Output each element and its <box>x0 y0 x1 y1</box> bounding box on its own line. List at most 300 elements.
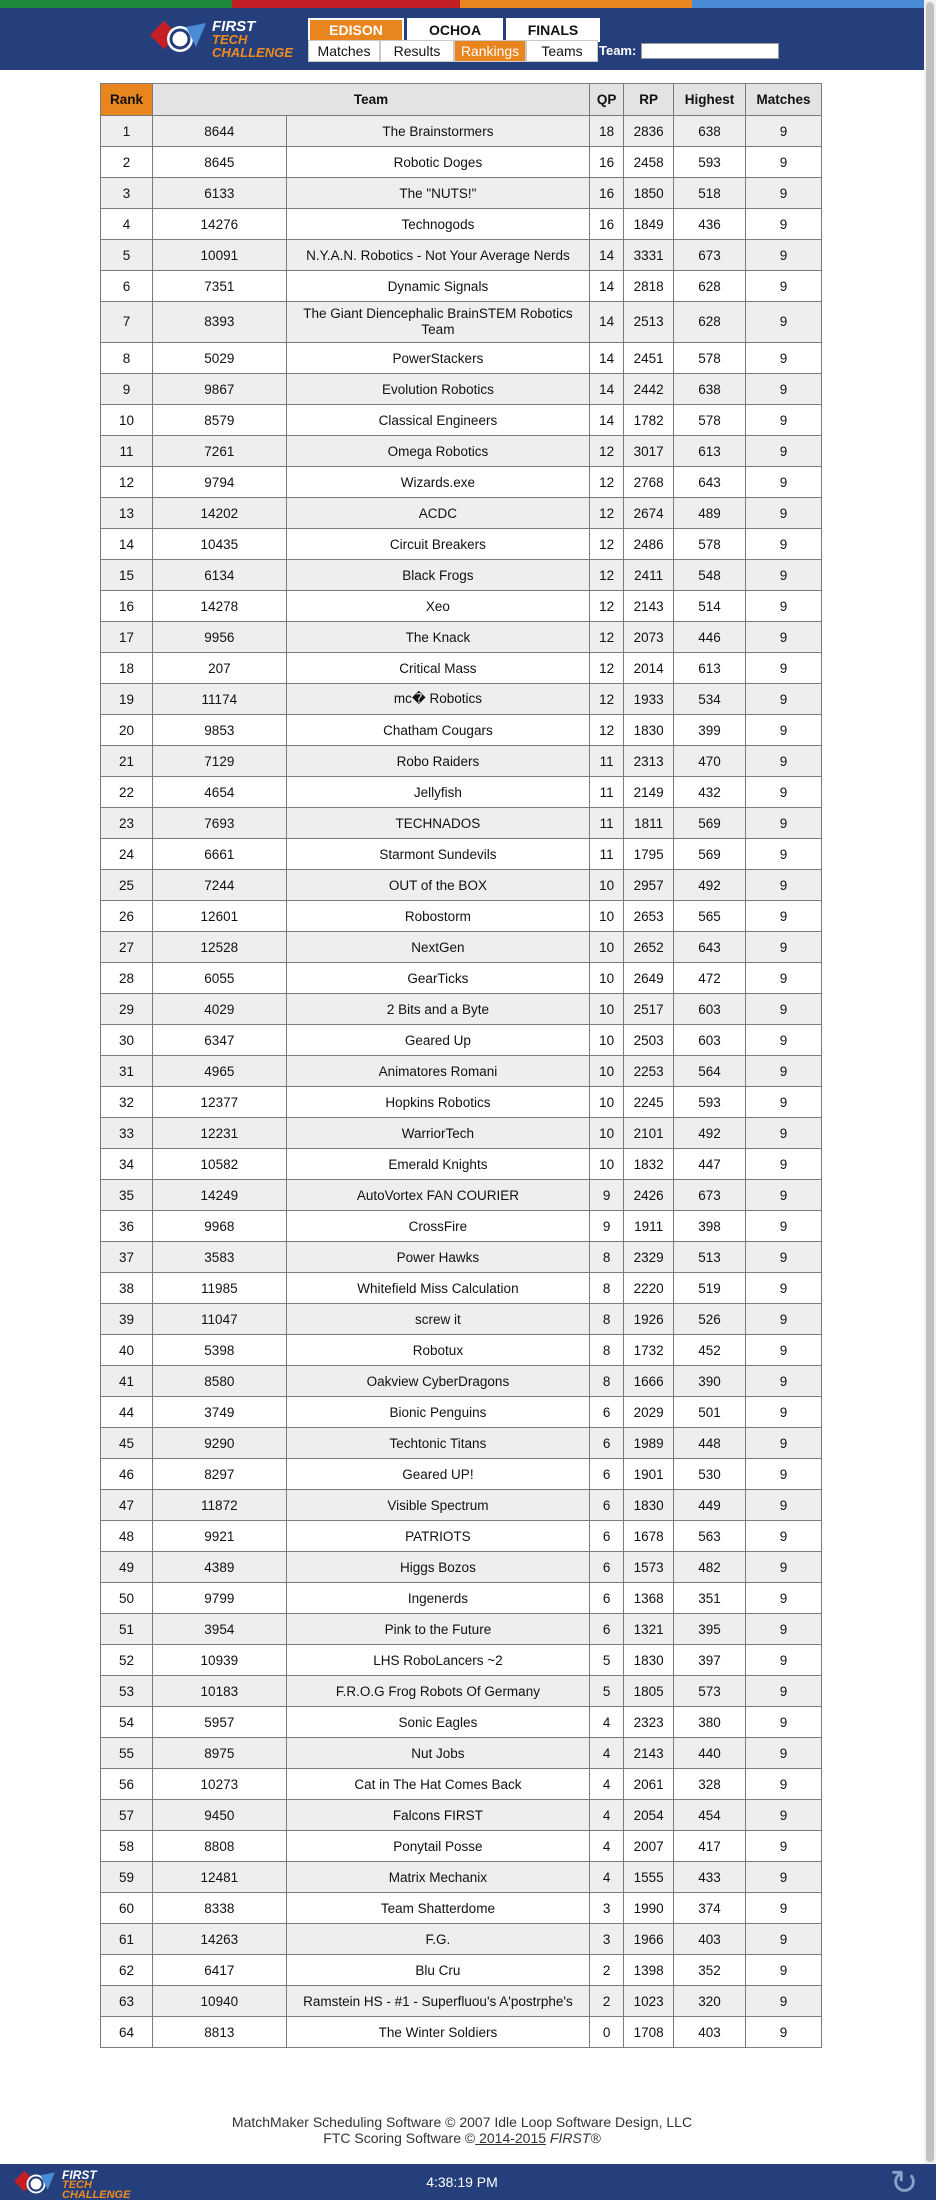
team-name-cell: N.Y.A.N. Robotics - Not Your Average Nerds <box>286 240 589 271</box>
table-row[interactable] <box>101 1738 822 1769</box>
matches-cell: 9 <box>746 1211 822 1242</box>
rp-cell: 2486 <box>624 529 674 560</box>
highest-cell: 436 <box>674 209 746 240</box>
highest-cell: 432 <box>674 777 746 808</box>
table-row[interactable] <box>101 839 822 870</box>
table-row[interactable] <box>101 1583 822 1614</box>
highest-cell: 374 <box>674 1893 746 1924</box>
rp-cell: 1795 <box>624 839 674 870</box>
rank-cell: 8 <box>101 343 153 374</box>
matches-cell: 9 <box>746 746 822 777</box>
qp-cell: 11 <box>590 808 624 839</box>
qp-cell: 8 <box>590 1242 624 1273</box>
table-row[interactable] <box>101 1986 822 2017</box>
rp-cell: 1678 <box>624 1521 674 1552</box>
table-row[interactable] <box>101 1304 822 1335</box>
qp-cell: 6 <box>590 1521 624 1552</box>
rp-cell: 2323 <box>624 1707 674 1738</box>
highest-cell: 638 <box>674 116 746 147</box>
tab-results[interactable]: Results <box>380 40 454 62</box>
matches-cell: 9 <box>746 1645 822 1676</box>
qp-cell: 10 <box>590 901 624 932</box>
team-number-cell: 6661 <box>152 839 286 870</box>
rank-cell: 41 <box>101 1366 153 1397</box>
table-row[interactable] <box>101 178 822 209</box>
rp-cell: 2101 <box>624 1118 674 1149</box>
matches-cell: 9 <box>746 1459 822 1490</box>
tab-matches[interactable]: Matches <box>308 40 380 62</box>
rank-cell: 13 <box>101 498 153 529</box>
qp-cell: 10 <box>590 1149 624 1180</box>
qp-cell: 4 <box>590 1769 624 1800</box>
header-bar <box>0 8 924 70</box>
team-number-cell: 3954 <box>152 1614 286 1645</box>
team-name-cell: Techtonic Titans <box>286 1428 589 1459</box>
rank-cell: 55 <box>101 1738 153 1769</box>
table-row[interactable] <box>101 147 822 178</box>
highest-cell: 530 <box>674 1459 746 1490</box>
matches-cell: 9 <box>746 1521 822 1552</box>
matches-cell: 9 <box>746 1707 822 1738</box>
matches-cell: 9 <box>746 591 822 622</box>
team-number-cell: 8393 <box>152 302 286 343</box>
team-number-cell: 11174 <box>152 684 286 715</box>
table-row[interactable] <box>101 405 822 436</box>
table-row[interactable] <box>101 1676 822 1707</box>
qp-cell: 6 <box>590 1428 624 1459</box>
team-number-cell: 7351 <box>152 271 286 302</box>
qp-cell: 11 <box>590 777 624 808</box>
table-row[interactable] <box>101 1118 822 1149</box>
matches-cell: 9 <box>746 1490 822 1521</box>
table-row[interactable] <box>101 901 822 932</box>
table-row[interactable] <box>101 436 822 467</box>
table-row[interactable] <box>101 2017 822 2048</box>
table-row[interactable] <box>101 1893 822 1924</box>
bottom-logo-challenge: CHALLENGE <box>62 2189 131 2201</box>
rank-cell: 28 <box>101 963 153 994</box>
table-row[interactable] <box>101 1521 822 1552</box>
matches-cell: 9 <box>746 1552 822 1583</box>
refresh-icon[interactable]: ↻ <box>889 2164 919 2202</box>
ftc-logo-icon <box>150 17 210 61</box>
team-name-cell: The Knack <box>286 622 589 653</box>
rank-cell: 34 <box>101 1149 153 1180</box>
header-highest[interactable]: Highest <box>674 84 746 116</box>
table-row[interactable] <box>101 302 822 343</box>
tab-rankings[interactable]: Rankings <box>454 40 526 62</box>
team-number-cell: 10091 <box>152 240 286 271</box>
rp-cell: 2007 <box>624 1831 674 1862</box>
table-row[interactable] <box>101 870 822 901</box>
rank-cell: 40 <box>101 1335 153 1366</box>
team-name-cell: Pink to the Future <box>286 1614 589 1645</box>
highest-cell: 398 <box>674 1211 746 1242</box>
rp-cell: 1901 <box>624 1459 674 1490</box>
team-filter-input[interactable] <box>641 43 779 59</box>
rank-cell: 51 <box>101 1614 153 1645</box>
rp-cell: 2073 <box>624 622 674 653</box>
team-number-cell: 8645 <box>152 147 286 178</box>
rp-cell: 2649 <box>624 963 674 994</box>
table-row[interactable] <box>101 963 822 994</box>
highest-cell: 472 <box>674 963 746 994</box>
qp-cell: 10 <box>590 1087 624 1118</box>
team-number-cell: 10940 <box>152 1986 286 2017</box>
table-row[interactable] <box>101 1149 822 1180</box>
team-number-cell: 8580 <box>152 1366 286 1397</box>
ftc-logo[interactable] <box>150 17 300 63</box>
matches-cell: 9 <box>746 870 822 901</box>
footer-matchmaker: MatchMaker Scheduling Software © 2007 Idle Loop Software Design, LLC <box>231 2114 693 2130</box>
matches-cell: 9 <box>746 1738 822 1769</box>
rank-cell: 44 <box>101 1397 153 1428</box>
team-name-cell: The Winter Soldiers <box>286 2017 589 2048</box>
table-row[interactable] <box>101 209 822 240</box>
table-row[interactable] <box>101 467 822 498</box>
header-qp[interactable]: QP <box>590 84 624 116</box>
rank-cell: 26 <box>101 901 153 932</box>
rank-cell: 17 <box>101 622 153 653</box>
team-name-cell: Team Shatterdome <box>286 1893 589 1924</box>
highest-cell: 452 <box>674 1335 746 1366</box>
qp-cell: 11 <box>590 746 624 777</box>
rank-cell: 23 <box>101 808 153 839</box>
highest-cell: 492 <box>674 1118 746 1149</box>
rank-cell: 2 <box>101 147 153 178</box>
team-number-cell: 10939 <box>152 1645 286 1676</box>
table-row[interactable] <box>101 1800 822 1831</box>
matches-cell: 9 <box>746 1986 822 2017</box>
team-name-cell: Hopkins Robotics <box>286 1087 589 1118</box>
team-name-cell: Robostorm <box>286 901 589 932</box>
table-row[interactable] <box>101 271 822 302</box>
highest-cell: 673 <box>674 1180 746 1211</box>
table-row[interactable] <box>101 1831 822 1862</box>
matches-cell: 9 <box>746 1955 822 1986</box>
rp-cell: 1990 <box>624 1893 674 1924</box>
rank-cell: 15 <box>101 560 153 591</box>
matches-cell: 9 <box>746 147 822 178</box>
team-name-cell: Power Hawks <box>286 1242 589 1273</box>
rank-cell: 63 <box>101 1986 153 2017</box>
page-scrollbar[interactable] <box>924 0 936 2200</box>
table-row[interactable] <box>101 1862 822 1893</box>
matches-cell: 9 <box>746 715 822 746</box>
highest-cell: 403 <box>674 2017 746 2048</box>
team-number-cell: 11985 <box>152 1273 286 1304</box>
team-number-cell: 7244 <box>152 870 286 901</box>
header-team[interactable]: Team <box>152 84 589 116</box>
highest-cell: 454 <box>674 1800 746 1831</box>
qp-cell: 14 <box>590 343 624 374</box>
qp-cell: 18 <box>590 116 624 147</box>
team-number-cell: 6134 <box>152 560 286 591</box>
rp-cell: 2957 <box>624 870 674 901</box>
highest-cell: 564 <box>674 1056 746 1087</box>
matches-cell: 9 <box>746 684 822 715</box>
highest-cell: 573 <box>674 1676 746 1707</box>
highest-cell: 328 <box>674 1769 746 1800</box>
matches-cell: 9 <box>746 1025 822 1056</box>
team-number-cell: 6055 <box>152 963 286 994</box>
team-name-cell: Bionic Penguins <box>286 1397 589 1428</box>
rp-cell: 2503 <box>624 1025 674 1056</box>
matches-cell: 9 <box>746 1676 822 1707</box>
table-row[interactable] <box>101 1056 822 1087</box>
rank-cell: 3 <box>101 178 153 209</box>
tab-ochoa[interactable]: OCHOA <box>407 18 503 42</box>
matches-cell: 9 <box>746 405 822 436</box>
qp-cell: 11 <box>590 839 624 870</box>
team-number-cell: 9921 <box>152 1521 286 1552</box>
team-name-cell: Whitefield Miss Calculation <box>286 1273 589 1304</box>
table-row[interactable] <box>101 1025 822 1056</box>
tab-edison[interactable]: EDISON <box>308 18 404 42</box>
highest-cell: 514 <box>674 591 746 622</box>
rank-cell: 37 <box>101 1242 153 1273</box>
rank-cell: 14 <box>101 529 153 560</box>
team-name-cell: ACDC <box>286 498 589 529</box>
footer-ftc-prefix: FTC Scoring Software © <box>323 2130 476 2146</box>
table-row[interactable] <box>101 529 822 560</box>
table-row[interactable] <box>101 1769 822 1800</box>
table-row[interactable] <box>101 1087 822 1118</box>
footer-ftc-first: FIRST® <box>546 2130 601 2146</box>
team-name-cell: Animatores Romani <box>286 1056 589 1087</box>
highest-cell: 403 <box>674 1924 746 1955</box>
rp-cell: 1398 <box>624 1955 674 1986</box>
team-number-cell: 7129 <box>152 746 286 777</box>
header-rp[interactable]: RP <box>624 84 674 116</box>
table-row[interactable] <box>101 1428 822 1459</box>
highest-cell: 440 <box>674 1738 746 1769</box>
qp-cell: 10 <box>590 994 624 1025</box>
table-row[interactable] <box>101 1242 822 1273</box>
team-name-cell: F.R.O.G Frog Robots Of Germany <box>286 1676 589 1707</box>
table-row[interactable] <box>101 1397 822 1428</box>
bottom-logo-first: FIRST <box>62 2168 97 2182</box>
qp-cell: 9 <box>590 1180 624 1211</box>
rp-cell: 1966 <box>624 1924 674 1955</box>
table-row[interactable] <box>101 1707 822 1738</box>
rank-cell: 48 <box>101 1521 153 1552</box>
table-row[interactable] <box>101 560 822 591</box>
table-row[interactable] <box>101 653 822 684</box>
table-row[interactable] <box>101 622 822 653</box>
table-row[interactable] <box>101 1552 822 1583</box>
team-number-cell: 11047 <box>152 1304 286 1335</box>
table-row[interactable] <box>101 1335 822 1366</box>
highest-cell: 390 <box>674 1366 746 1397</box>
table-row[interactable] <box>101 1924 822 1955</box>
footer-ftc <box>0 2130 924 2146</box>
qp-cell: 10 <box>590 1025 624 1056</box>
rank-cell: 27 <box>101 932 153 963</box>
rank-cell: 58 <box>101 1831 153 1862</box>
team-name-cell: Chatham Cougars <box>286 715 589 746</box>
rp-cell: 2143 <box>624 1738 674 1769</box>
qp-cell: 4 <box>590 1800 624 1831</box>
team-name-cell: F.G. <box>286 1924 589 1955</box>
rank-cell: 39 <box>101 1304 153 1335</box>
table-row[interactable] <box>101 240 822 271</box>
table-row[interactable] <box>101 116 822 147</box>
header-rank[interactable]: Rank <box>101 84 153 116</box>
rp-cell: 2458 <box>624 147 674 178</box>
rank-cell: 50 <box>101 1583 153 1614</box>
rank-cell: 21 <box>101 746 153 777</box>
team-number-cell: 14202 <box>152 498 286 529</box>
qp-cell: 6 <box>590 1583 624 1614</box>
matches-cell: 9 <box>746 901 822 932</box>
team-number-cell: 9799 <box>152 1583 286 1614</box>
rank-cell: 33 <box>101 1118 153 1149</box>
rank-cell: 20 <box>101 715 153 746</box>
table-row[interactable] <box>101 715 822 746</box>
table-row[interactable] <box>101 932 822 963</box>
matches-cell: 9 <box>746 1924 822 1955</box>
highest-cell: 449 <box>674 1490 746 1521</box>
qp-cell: 12 <box>590 467 624 498</box>
qp-cell: 4 <box>590 1707 624 1738</box>
qp-cell: 12 <box>590 591 624 622</box>
table-row[interactable] <box>101 1459 822 1490</box>
table-row[interactable] <box>101 994 822 1025</box>
matches-cell: 9 <box>746 374 822 405</box>
team-number-cell: 6347 <box>152 1025 286 1056</box>
highest-cell: 613 <box>674 653 746 684</box>
qp-cell: 12 <box>590 529 624 560</box>
clock: 4:38:19 PM <box>426 2174 498 2190</box>
footer <box>0 2114 924 2146</box>
table-row[interactable] <box>101 777 822 808</box>
matches-cell: 9 <box>746 622 822 653</box>
bottom-logo-tech: TECH <box>62 2179 92 2191</box>
color-stripe <box>0 0 936 8</box>
qp-cell: 2 <box>590 1986 624 2017</box>
matches-cell: 9 <box>746 1769 822 1800</box>
highest-cell: 447 <box>674 1149 746 1180</box>
table-row[interactable] <box>101 343 822 374</box>
highest-cell: 489 <box>674 498 746 529</box>
table-row[interactable] <box>101 374 822 405</box>
qp-cell: 10 <box>590 870 624 901</box>
rank-cell: 5 <box>101 240 153 271</box>
table-row[interactable] <box>101 684 822 715</box>
matches-cell: 9 <box>746 653 822 684</box>
table-row[interactable] <box>101 498 822 529</box>
matches-cell: 9 <box>746 1335 822 1366</box>
rp-cell: 1933 <box>624 684 674 715</box>
table-row[interactable] <box>101 1614 822 1645</box>
highest-cell: 380 <box>674 1707 746 1738</box>
qp-cell: 5 <box>590 1645 624 1676</box>
rank-cell: 60 <box>101 1893 153 1924</box>
table-row[interactable] <box>101 1490 822 1521</box>
team-name-cell: The "NUTS!" <box>286 178 589 209</box>
table-row[interactable] <box>101 1645 822 1676</box>
team-number-cell: 9956 <box>152 622 286 653</box>
rp-cell: 1782 <box>624 405 674 436</box>
rank-cell: 4 <box>101 209 153 240</box>
qp-cell: 16 <box>590 209 624 240</box>
rank-cell: 57 <box>101 1800 153 1831</box>
team-number-cell: 12231 <box>152 1118 286 1149</box>
team-name-cell: PowerStackers <box>286 343 589 374</box>
matches-cell: 9 <box>746 116 822 147</box>
qp-cell: 14 <box>590 405 624 436</box>
highest-cell: 613 <box>674 436 746 467</box>
rank-cell: 61 <box>101 1924 153 1955</box>
table-row[interactable] <box>101 591 822 622</box>
scrollbar-thumb[interactable] <box>926 2 934 2162</box>
team-name-cell: Visible Spectrum <box>286 1490 589 1521</box>
team-number-cell: 11872 <box>152 1490 286 1521</box>
qp-cell: 12 <box>590 560 624 591</box>
matches-cell: 9 <box>746 467 822 498</box>
qp-cell: 12 <box>590 653 624 684</box>
tab-teams[interactable]: Teams <box>526 40 598 62</box>
matches-cell: 9 <box>746 994 822 1025</box>
rp-cell: 2652 <box>624 932 674 963</box>
team-number-cell: 8975 <box>152 1738 286 1769</box>
rp-cell: 2220 <box>624 1273 674 1304</box>
rp-cell: 1911 <box>624 1211 674 1242</box>
highest-cell: 534 <box>674 684 746 715</box>
matches-cell: 9 <box>746 839 822 870</box>
team-name-cell: Geared UP! <box>286 1459 589 1490</box>
qp-cell: 14 <box>590 302 624 343</box>
rank-cell: 52 <box>101 1645 153 1676</box>
rp-cell: 2149 <box>624 777 674 808</box>
rp-cell: 2836 <box>624 116 674 147</box>
team-number-cell: 3749 <box>152 1397 286 1428</box>
qp-cell: 16 <box>590 147 624 178</box>
team-filter-label: Team: <box>599 43 637 58</box>
table-row[interactable] <box>101 1955 822 1986</box>
division-tabs <box>308 18 603 42</box>
rank-cell: 53 <box>101 1676 153 1707</box>
matches-cell: 9 <box>746 963 822 994</box>
rank-cell: 11 <box>101 436 153 467</box>
header-matches[interactable]: Matches <box>746 84 822 116</box>
rp-cell: 1573 <box>624 1552 674 1583</box>
rp-cell: 2674 <box>624 498 674 529</box>
qp-cell: 16 <box>590 178 624 209</box>
qp-cell: 4 <box>590 1862 624 1893</box>
qp-cell: 4 <box>590 1831 624 1862</box>
team-name-cell: Jellyfish <box>286 777 589 808</box>
rank-cell: 32 <box>101 1087 153 1118</box>
table-row[interactable] <box>101 1273 822 1304</box>
tab-finals[interactable]: FINALS <box>506 18 600 42</box>
rankings-body <box>101 116 822 2048</box>
rp-cell: 2253 <box>624 1056 674 1087</box>
team-number-cell: 4029 <box>152 994 286 1025</box>
table-row[interactable] <box>101 1180 822 1211</box>
table-row[interactable] <box>101 746 822 777</box>
team-number-cell: 14263 <box>152 1924 286 1955</box>
rp-cell: 1732 <box>624 1335 674 1366</box>
rank-cell: 6 <box>101 271 153 302</box>
rank-cell: 35 <box>101 1180 153 1211</box>
table-row[interactable] <box>101 1211 822 1242</box>
table-row[interactable] <box>101 808 822 839</box>
team-number-cell: 9290 <box>152 1428 286 1459</box>
table-row[interactable] <box>101 1366 822 1397</box>
team-number-cell: 10435 <box>152 529 286 560</box>
